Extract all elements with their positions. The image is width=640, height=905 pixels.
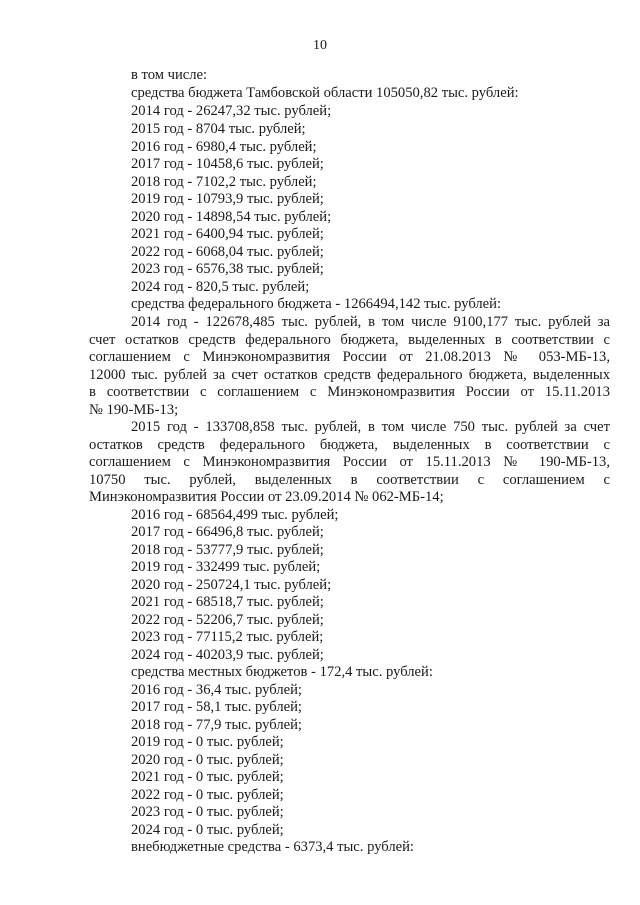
- text-line: соглашением с Минэкономразвития России от 15.11.2013 № 190-МБ-13,: [89, 454, 610, 470]
- text-line: 2015 год - 133708,858 тыс. рублей, в том числе 750 тыс. рублей за счет: [131, 419, 610, 435]
- text-line: 2014 год - 122678,485 тыс. рублей, в том числе 9100,177 тыс. рублей за: [131, 314, 610, 330]
- text-line: 2016 год - 36,4 тыс. рублей;: [131, 682, 302, 698]
- page-number: 10: [313, 38, 327, 53]
- text-line: в соответствии с соглашением с Минэкономразвития России от 15.11.2013: [89, 384, 610, 400]
- text-line: 2018 год - 7102,2 тыс. рублей;: [131, 174, 317, 190]
- text-line: 2020 год - 14898,54 тыс. рублей;: [131, 209, 332, 225]
- text-line: 2024 год - 40203,9 тыс. рублей;: [131, 647, 324, 663]
- text-line: 2017 год - 10458,6 тыс. рублей;: [131, 156, 324, 172]
- text-line: 2020 год - 0 тыс. рублей;: [131, 752, 284, 768]
- text-line: 2022 год - 0 тыс. рублей;: [131, 787, 284, 803]
- text-line: 2023 год - 0 тыс. рублей;: [131, 804, 284, 820]
- text-line: 2024 год - 0 тыс. рублей;: [131, 822, 284, 838]
- text-line: 2021 год - 6400,94 тыс. рублей;: [131, 226, 324, 242]
- text-line: 2019 год - 10793,9 тыс. рублей;: [131, 191, 324, 207]
- text-line: 2016 год - 68564,499 тыс. рублей;: [131, 507, 339, 523]
- text-line: 2020 год - 250724,1 тыс. рублей;: [131, 577, 332, 593]
- text-line: 2014 год - 26247,32 тыс. рублей;: [131, 103, 332, 119]
- text-line: соглашением с Минэкономразвития России от 21.08.2013 № 053-МБ-13,: [89, 349, 610, 365]
- text-line: 2023 год - 77115,2 тыс. рублей;: [131, 629, 324, 645]
- text-line: средства федерального бюджета - 1266494,142 тыс. рублей:: [131, 296, 502, 312]
- text-line: 2017 год - 58,1 тыс. рублей;: [131, 699, 302, 715]
- text-line: остатков средств федерального бюджета, выделенных в соответствии с: [89, 437, 610, 453]
- text-line: средства бюджета Тамбовской области 105050,82 тыс. рублей:: [131, 85, 519, 101]
- text-line: 2021 год - 0 тыс. рублей;: [131, 769, 284, 785]
- text-line: Минэкономразвития России от 23.09.2014 № 062-МБ-14;: [89, 489, 444, 505]
- text-line: 2019 год - 0 тыс. рублей;: [131, 734, 284, 750]
- text-line: 2023 год - 6576,38 тыс. рублей;: [131, 261, 324, 277]
- text-line: 2022 год - 6068,04 тыс. рублей;: [131, 244, 324, 260]
- text-line: 2022 год - 52206,7 тыс. рублей;: [131, 612, 324, 628]
- text-line: 2017 год - 66496,8 тыс. рублей;: [131, 524, 324, 540]
- text-line: 2016 год - 6980,4 тыс. рублей;: [131, 139, 317, 155]
- text-line: внебюджетные средства - 6373,4 тыс. рублей:: [131, 839, 414, 855]
- text-line: средства местных бюджетов - 172,4 тыс. рублей:: [131, 664, 433, 680]
- text-line: № 190-МБ-13;: [89, 402, 179, 418]
- text-line: 12000 тыс. рублей за счет остатков средств федерального бюджета, выделенных: [89, 367, 610, 383]
- text-line: 2019 год - 332499 тыс. рублей;: [131, 559, 321, 575]
- text-line: 10750 тыс. рублей, выделенных в соответствии с соглашением с: [89, 472, 610, 488]
- text-line: 2018 год - 77,9 тыс. рублей;: [131, 717, 302, 733]
- text-line: 2018 год - 53777,9 тыс. рублей;: [131, 542, 324, 558]
- text-line: счет остатков средств федерального бюджета, выделенных в соответствии с: [89, 332, 610, 348]
- text-line: 2015 год - 8704 тыс. рублей;: [131, 121, 306, 137]
- text-line: 2024 год - 820,5 тыс. рублей;: [131, 279, 310, 295]
- text-line: в том числе:: [131, 67, 208, 83]
- text-line: 2021 год - 68518,7 тыс. рублей;: [131, 594, 324, 610]
